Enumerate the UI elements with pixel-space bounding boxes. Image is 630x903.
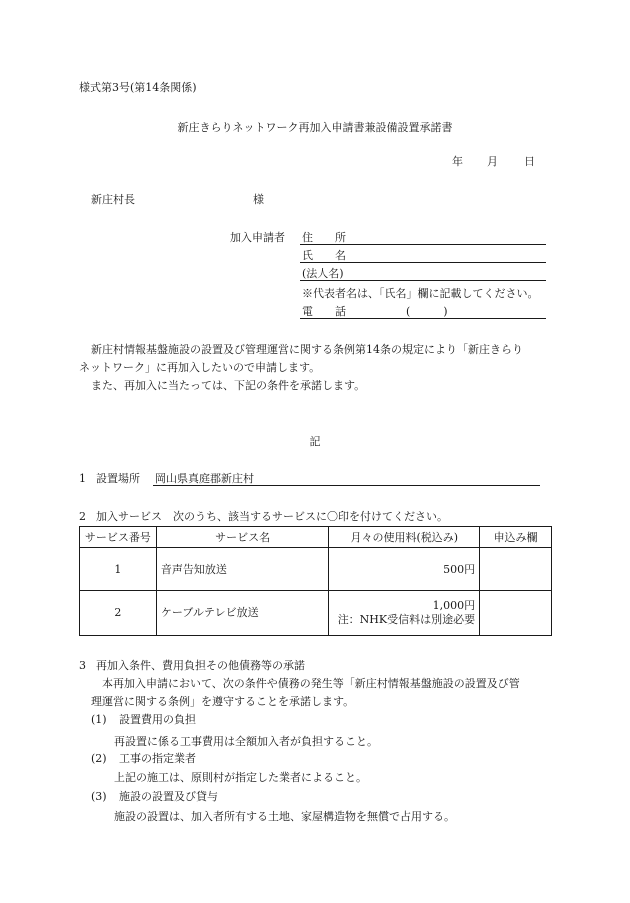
col-header-service-name: サービス名 xyxy=(156,527,329,548)
applicant-label: 加入申請者 xyxy=(230,231,285,244)
table-row xyxy=(80,591,552,636)
address-label: 住 所 xyxy=(302,231,346,244)
date-day: 日 xyxy=(524,155,535,168)
item2-text: 上記の施工は、原則村が指定した業者によること。 xyxy=(114,771,367,784)
intro-line-3: また、再加入に当たっては、下記の条件を承諾します。 xyxy=(91,379,366,392)
item3-title: 施設の設置及び貸与 xyxy=(119,790,218,803)
section3-heading: 再加入条件、費用負担その他債務等の承諾 xyxy=(96,659,305,672)
section1-label: 設置場所 xyxy=(96,472,140,485)
apply-cell[interactable] xyxy=(480,548,552,591)
item2-title: 工事の指定業者 xyxy=(119,752,196,765)
service-name: 音声告知放送 xyxy=(156,548,329,591)
section2-heading: 加入サービス 次のうち、該当するサービスに〇印を付けてください。 xyxy=(96,510,448,523)
corp-label: (法人名) xyxy=(302,267,344,280)
item1-number: (1) xyxy=(91,713,107,726)
date-year: 年 xyxy=(452,155,463,168)
addressee-name: 新庄村長 xyxy=(91,193,135,206)
ki-heading: 記 xyxy=(309,435,321,448)
name-label: 氏 名 xyxy=(302,249,346,262)
form-number: 様式第3号(第14条関係) xyxy=(79,81,197,94)
location-underline xyxy=(153,485,540,486)
intro-line-2: ネットワーク」に再加入したいので申請します。 xyxy=(79,361,321,374)
address-field[interactable] xyxy=(300,244,546,245)
col-header-service-no: サービス番号 xyxy=(80,527,157,548)
service-fee: 1,000円 xyxy=(432,599,476,612)
phone-field[interactable] xyxy=(300,318,546,319)
installation-location: 岡山県真庭郡新庄村 xyxy=(155,472,254,485)
table-row xyxy=(80,548,552,591)
item1-title: 設置費用の負担 xyxy=(119,713,196,726)
table-header-row xyxy=(80,527,552,548)
service-no: 2 xyxy=(80,591,157,636)
col-header-monthly-fee: 月々の使用料(税込み) xyxy=(329,527,480,548)
item1-text: 再設置に係る工事費用は全額加入者が負担すること。 xyxy=(114,735,378,748)
item3-number: (3) xyxy=(91,790,107,803)
apply-cell[interactable] xyxy=(480,591,552,636)
phone-area-paren: ( ) xyxy=(406,305,448,318)
date-month: 月 xyxy=(487,155,498,168)
section2-number: 2 xyxy=(79,510,86,523)
service-name: ケーブルテレビ放送 xyxy=(156,591,329,636)
service-fee: 500円 xyxy=(329,548,480,591)
addressee-honorific: 様 xyxy=(253,193,264,206)
service-no: 1 xyxy=(80,548,157,591)
corp-name-field[interactable] xyxy=(300,280,546,281)
name-field[interactable] xyxy=(300,262,546,263)
intro-line-1: 新庄村情報基盤施設の設置及び管理運営に関する条例第14条の規定により「新庄きらり xyxy=(91,343,523,356)
item2-number: (2) xyxy=(91,752,107,765)
col-header-apply: 申込み欄 xyxy=(480,527,552,548)
phone-label: 電 話 xyxy=(302,305,346,318)
document-title: 新庄きらりネットワーク再加入申請書兼設備設置承諾書 xyxy=(177,121,453,134)
fee-note: 注：NHK受信料は別途必要 xyxy=(337,613,476,626)
service-fee-cell xyxy=(329,591,480,636)
section1-number: 1 xyxy=(79,472,86,485)
section3-body-2: 理運営に関する条例」を遵守することを承諾します。 xyxy=(91,695,355,708)
service-table xyxy=(79,526,552,636)
item3-text: 施設の設置は、加入者所有する土地、家屋構造物を無償で占用する。 xyxy=(114,810,455,823)
representative-note: ※代表者名は、「氏名」欄に記載してください。 xyxy=(302,287,539,300)
section3-body-1: 本再加入申請において、次の条件や債務の発生等「新庄村情報基盤施設の設置及び管 xyxy=(102,677,520,690)
section3-number: 3 xyxy=(79,659,86,672)
